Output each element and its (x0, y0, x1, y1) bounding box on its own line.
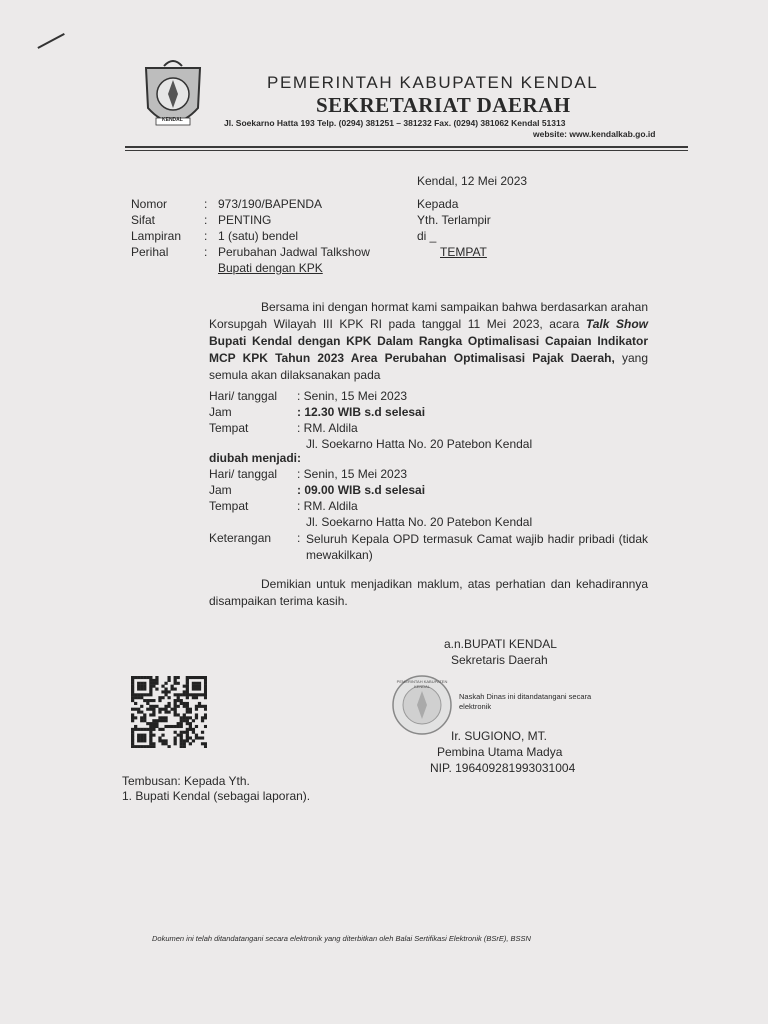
schedule-value: : 12.30 WIB s.d selesai (297, 405, 426, 419)
recipient-place: TEMPAT (440, 245, 487, 259)
note-colon: : (297, 531, 301, 545)
signatory-position: Sekretaris Daerah (451, 653, 548, 667)
schedule-value: : RM. Aldila (297, 499, 358, 513)
logo-text: KENDAL (162, 117, 183, 123)
meta-value-perihal: Perubahan Jadwal Talkshow (218, 245, 370, 259)
office-address: Jl. Soekarno Hatta 193 Telp. (0294) 381251 – 381232 Fax. (0294) 381062 Kendal 51313 (224, 118, 566, 128)
schedule-label: Hari/ tanggal (209, 389, 278, 403)
meta-label-lampiran: Lampiran (131, 229, 182, 243)
schedule-address: Jl. Soekarno Hatta No. 20 Patebon Kendal (306, 515, 533, 529)
changed-label: diubah menjadi: (209, 451, 302, 465)
schedule-value: : Senin, 15 Mei 2023 (297, 389, 408, 403)
meta-colon: : (204, 245, 208, 259)
cc-title: Tembusan: Kepada Yth. (122, 774, 250, 788)
meta-value-lampiran: 1 (satu) bendel (218, 229, 299, 243)
schedule-label: Tempat (209, 499, 249, 513)
recipient-name: Yth. Terlampir (417, 213, 491, 227)
scan-mark (37, 33, 64, 48)
schedule-value: : Senin, 15 Mei 2023 (297, 467, 408, 481)
schedule-address: Jl. Soekarno Hatta No. 20 Patebon Kendal (306, 437, 533, 451)
meta-label-perihal: Perihal (131, 245, 169, 259)
schedule-label: Jam (209, 405, 232, 419)
esign-note: Naskah Dinas ini ditandatangani secara elektronik (459, 692, 592, 711)
meta-label-sifat: Sifat (131, 213, 156, 227)
footer-note: Dokumen ini telah ditandatangani secara elektronik yang diterbitkan oleh Balai Sertifikasi Elektronik (BSrE), BSSN (152, 934, 531, 943)
office-name: SEKRETARIAT DAERAH (316, 93, 571, 117)
cc-item: 1. Bupati Kendal (sebagai laporan). (122, 789, 311, 803)
regency-logo (140, 60, 206, 136)
body-text-event: Bupati Kendal dengan KPK Dalam Rangka Optimalisasi Capaian Indikator MCP KPK Tahun 2023 Area Perubahan Optimalisasi Pajak Daerah, (209, 334, 648, 365)
meta-label-nomor: Nomor (131, 197, 168, 211)
meta-value-perihal-line2: Bupati dengan KPK (218, 261, 323, 275)
schedule-label: Hari/ tanggal (209, 467, 278, 481)
schedule-value: : 09.00 WIB s.d selesai (297, 483, 426, 497)
letterhead-rule (125, 146, 688, 148)
body-paragraph (209, 299, 648, 384)
government-name: PEMERINTAH KABUPATEN KENDAL (267, 73, 599, 92)
signatory-rank: Pembina Utama Madya (437, 745, 563, 759)
signatory-on-behalf: a.n.BUPATI KENDAL (444, 637, 557, 651)
meta-colon: : (204, 197, 208, 211)
meta-colon: : (204, 229, 208, 243)
letterhead-rule-thin (125, 150, 688, 151)
note-text: Seluruh Kepala OPD termasuk Camat wajib hadir pribadi (tidak mewakilkan) (306, 532, 648, 562)
recipient-kepada: Kepada (417, 197, 459, 211)
signatory-nip: NIP. 196409281993031004 (430, 761, 576, 775)
meta-colon: : (204, 213, 208, 227)
qr-code (131, 676, 207, 748)
body-text-a: Bersama ini dengan hormat kami sampaikan bahwa berdasarkan arahan Korsupgah Wilayah III KPK RI pada tanggal 11 Mei 2023, acara (209, 300, 648, 331)
schedule-label: Jam (209, 483, 232, 497)
meta-value-sifat: PENTING (218, 213, 272, 227)
seal-text: PEMERINTAH KABUPATEN KENDAL (396, 679, 448, 689)
schedule-label: Tempat (209, 421, 249, 435)
closing-paragraph: Demikian untuk menjadikan maklum, atas perhatian dan kehadirannya disampaikan terima kasih. (209, 577, 648, 608)
recipient-di: di _ (417, 229, 437, 243)
meta-value-nomor: 973/190/BAPENDA (218, 197, 323, 211)
body-text-d: yang semula akan dilaksanakan pada (209, 351, 648, 382)
official-seal (391, 674, 453, 736)
body-text-talkshow: Talk Show (585, 317, 648, 331)
note-label: Keterangan (209, 531, 272, 545)
office-website: website: www.kendalkab.go.id (533, 129, 656, 139)
place-date: Kendal, 12 Mei 2023 (417, 174, 528, 188)
schedule-value: : RM. Aldila (297, 421, 358, 435)
signatory-name: Ir. SUGIONO, MT. (451, 729, 548, 743)
